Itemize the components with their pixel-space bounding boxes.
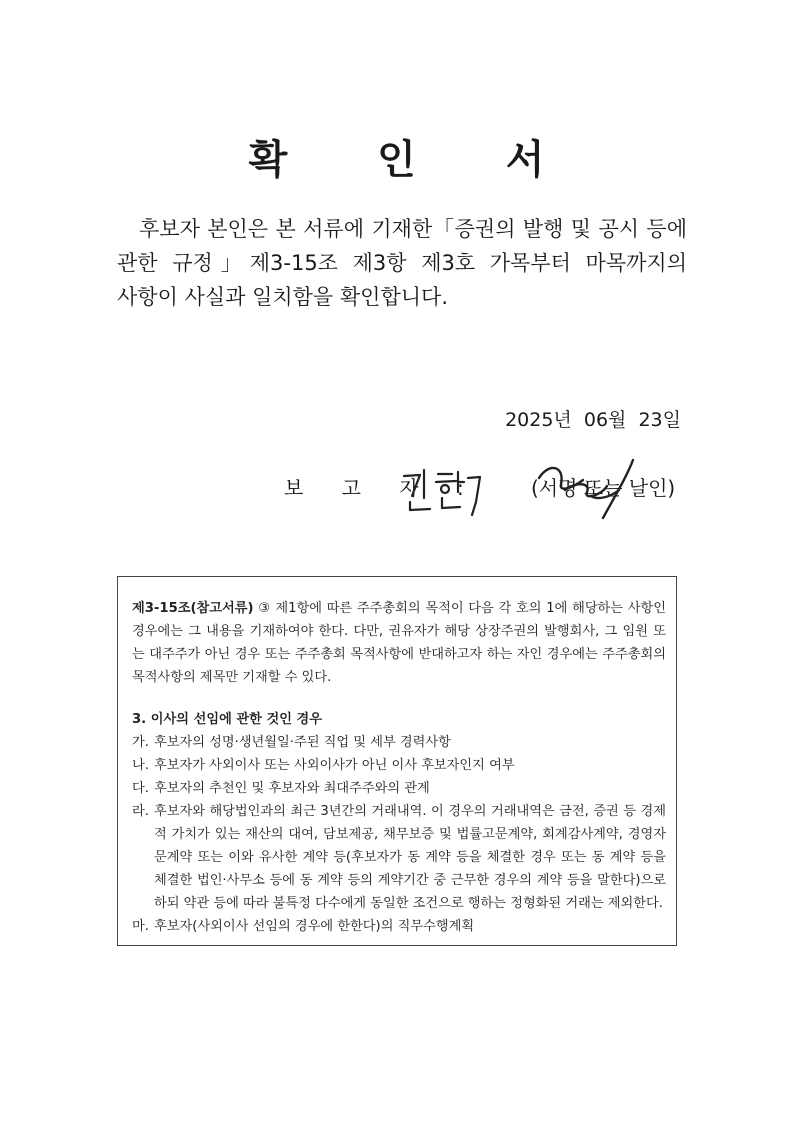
reference-heading: 제3-15조(참고서류): [132, 601, 254, 616]
reference-item: [132, 777, 666, 800]
signature-stroke: [535, 456, 645, 522]
reference-item: [132, 754, 666, 777]
reporter-signature-line: [0, 462, 793, 522]
reference-intro: [132, 597, 666, 689]
item-marker: 나.: [132, 758, 149, 773]
reference-item-list: [132, 731, 666, 938]
item-marker: 라.: [132, 804, 149, 819]
item-text: 후보자의 성명·생년월일·주된 직업 및 세부 경력사항: [154, 735, 451, 750]
reference-item: [132, 800, 666, 915]
item-text: 후보자의 추천인 및 후보자와 최대주주와의 관계: [154, 781, 430, 796]
statement-text: 후보자 본인은 본 서류에 기재한「증권의 발행 및 공시 등에 관한 규정」제3-15조 제3항 제3호 가목부터 마목까지의 사항이 사실과 일치함을 확인합니다.: [117, 217, 687, 309]
item-text: 후보자가 사외이사 또는 사외이사가 아닌 이사 후보자인지 여부: [154, 758, 515, 773]
document-title: 확 인 서: [248, 137, 583, 183]
reference-box: [117, 576, 677, 946]
document-date: 2025년 06월 23일: [505, 409, 681, 431]
reference-section-title: 3. 이사의 선임에 관한 것인 경우: [132, 712, 323, 727]
handwritten-name-signature: [398, 462, 488, 517]
item-marker: 마.: [132, 919, 149, 934]
reference-item: [132, 915, 666, 938]
item-marker: 다.: [132, 781, 149, 796]
reporter-label: 보 고 자 :: [284, 476, 480, 500]
item-text: 후보자와 해당법인과의 최근 3년간의 거래내역. 이 경우의 거래내역은 금전, 증권 등 경제적 가치가 있는 재산의 대여, 담보제공, 채무보증 및 법률고문계약, 회계감사계약, 경영자문계약 또는 이와 유사한 계약 등(후보자가 동 계약 등을 체결한 경우 또는 동 계약 등을 체결한 법인·사무소 등에 동 계약 등의 계약기간 중 근무한 경우의 계약 등을 말한다)으로 하되 약관 등에 따라 불특정 다수에게 동일한 조건으로 행하는 정형화된 거래는 제외한다.: [154, 804, 666, 911]
confirmation-statement: [117, 212, 687, 314]
item-marker: 가.: [132, 735, 149, 750]
seal-note: (서명 또는 날인): [531, 476, 676, 500]
item-text: 후보자(사외이사 선임의 경우에 한한다)의 직무수행계획: [154, 919, 475, 934]
reference-item: [132, 731, 666, 754]
reference-intro-text: ③ 제1항에 따른 주주총회의 목적이 다음 각 호의 1에 해당하는 사항인 경우에는 그 내용을 기재하여야 한다. 다만, 권유자가 해당 상장주권의 발행회사, 그 임원 또는 대주주가 아닌 경우 또는 주주총회 목적사항에 반대하고자 하는 자인 경우에는 주주총회의 목적사항의 제목만 기재할 수 있다.: [132, 601, 666, 685]
